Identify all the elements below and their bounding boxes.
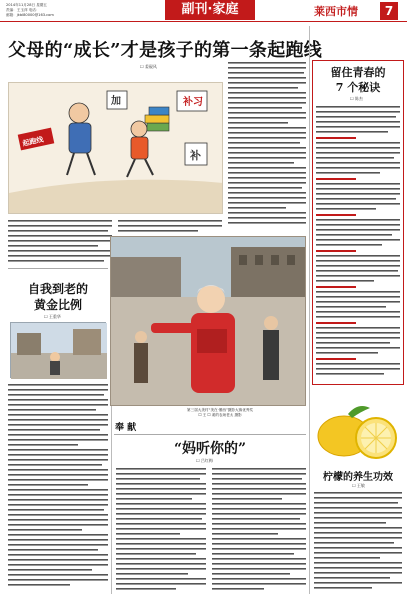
divider xyxy=(8,268,108,269)
bottom-article-text-col1 xyxy=(116,466,206,594)
page-number: 7 xyxy=(380,2,398,20)
main-byline: ☐ 姜砚风 xyxy=(140,64,157,69)
text-lines-graphic xyxy=(212,466,306,594)
text-lines-graphic xyxy=(314,490,402,594)
main-article-text-col1 xyxy=(8,218,112,264)
masthead xyxy=(0,0,407,22)
left-article-title-line1: 自我到老的 xyxy=(27,282,88,296)
main-article-text-col2 xyxy=(118,218,222,238)
health-article-title: 柠檬的养生功效 xyxy=(323,472,393,483)
masthead-email: 邮箱：jkbl80000@163.com xyxy=(6,13,54,17)
photo-scene xyxy=(111,237,306,406)
text-lines-graphic xyxy=(116,466,206,594)
cartoon-illustration xyxy=(8,82,223,214)
street-scene-graphic xyxy=(11,323,107,379)
text-lines-graphic xyxy=(8,382,108,592)
photo-caption-line2: ☐ 王 ☐ 姜的农场老太 摄影 xyxy=(198,413,242,417)
feature-photo xyxy=(110,236,306,406)
text-lines-graphic xyxy=(118,218,222,238)
text-lines-graphic xyxy=(316,104,400,380)
paper-name: 莱西市情 xyxy=(314,5,358,18)
bottom-article-byline: ☐ 吕红梅 xyxy=(196,458,213,463)
sidebar-text xyxy=(316,104,400,380)
main-article-text-col3 xyxy=(228,60,306,230)
bottom-article-title: “妈听你的” xyxy=(173,441,247,457)
photo-caption xyxy=(140,408,300,418)
left-article-title-line2: 黄金比例 xyxy=(33,298,82,312)
text-lines-graphic xyxy=(228,60,306,230)
masthead-editor: 责编：王玉萍 电话： xyxy=(6,8,40,12)
section-title: 副刊·家庭 xyxy=(165,0,255,20)
health-article-byline: ☐ 王敏 xyxy=(352,483,365,488)
cartoon-label-2: 补 xyxy=(190,149,201,162)
left-article-text xyxy=(8,382,108,592)
lemon-graphic xyxy=(314,400,400,464)
text-lines-graphic xyxy=(8,218,112,264)
masthead-info xyxy=(6,3,54,18)
photo-caption-line1: 第三届大美村“美在·墨西”摄影大赛优秀奖 xyxy=(187,408,253,412)
left-article-image xyxy=(10,322,106,378)
left-article-byline: ☐ 王重华 xyxy=(44,314,61,319)
health-article-text xyxy=(314,490,402,594)
sidebar-title-line2: 7 个秘诀 xyxy=(335,81,381,94)
cartoon-flag-text: 起跑线 xyxy=(21,135,45,148)
cartoon-label-1: 补习 xyxy=(183,97,203,108)
photo-title: 奉 献 xyxy=(115,423,137,433)
divider xyxy=(114,434,306,435)
cartoon-label-3: 加 xyxy=(111,96,121,107)
sidebar-title-line1: 留住青春的 xyxy=(330,66,386,79)
column-divider xyxy=(309,26,310,594)
masthead-date: 2014年11月28日 星期五 xyxy=(6,3,47,7)
sidebar-byline: ☐ 陈杰 xyxy=(350,96,363,101)
main-headline: 父母的“成长”才是孩子的第一条起跑线 xyxy=(8,40,323,61)
lemon-image xyxy=(314,400,400,464)
cartoon-drawing xyxy=(9,83,223,214)
bottom-article-text-col2 xyxy=(212,466,306,594)
